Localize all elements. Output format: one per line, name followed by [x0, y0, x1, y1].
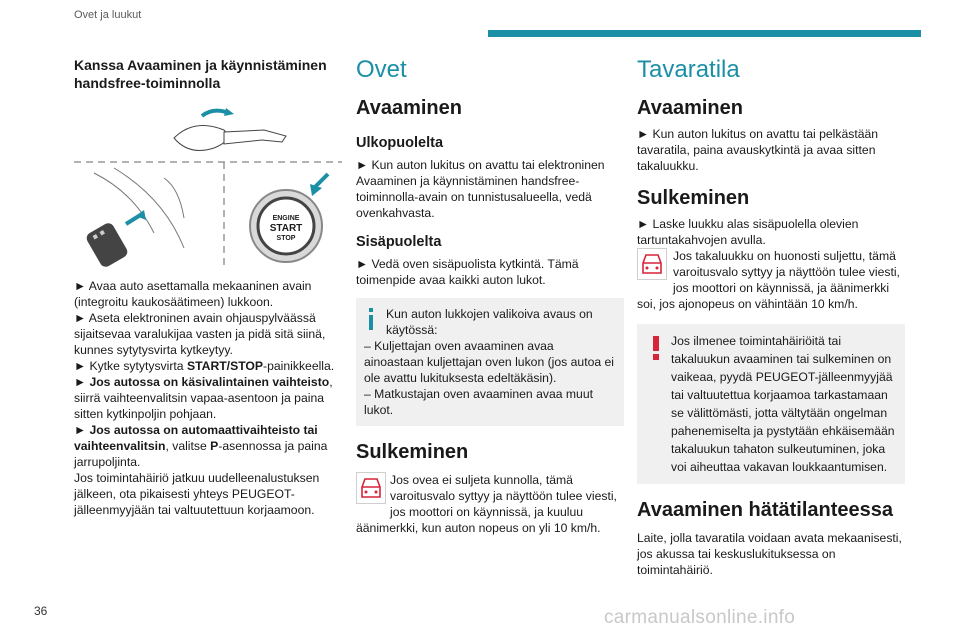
paragraph-ignition	[74, 358, 342, 374]
text-fragment: -painikkeella.	[263, 359, 335, 373]
paragraph-boot-closing-1: ► Laske luukku alas sisäpuolella olevien tartuntakahvojen avulla.	[637, 217, 859, 247]
bold-fragment: START/STOP	[186, 359, 264, 373]
paragraph-inside: ► Vedä oven sisäpuolista kytkintä. Tämä toimenpide avaa kaikki auton lukot.	[356, 257, 579, 287]
paragraph-outside: ► Kun auton lukitus on avattu tai elektroninen Avaaminen ja käynnistäminen handsfree-toiminnolla-avain on tunnistusalueella, vedä ovenkahvasta.	[356, 158, 605, 220]
column-right	[637, 56, 905, 578]
paragraph-mechanical-key: ► Avaa auto asettamalla mekaaninen avain (integroitu kaukosäätimeen) lukkoon.	[74, 279, 312, 309]
paragraph-backup-reader: ► Aseta elektroninen avain ohjauspylväässä sijaitsevaa varalukijaa vasten ja pidä sitä siinä, kunnes sytytysvirta kytkeytyy.	[74, 311, 326, 357]
text-fragment: , siirrä vaihteenvalitsin vapaa-asentoon ja paina sitten kytkinpoljin pohjaan.	[74, 375, 333, 421]
car-door-icon	[357, 473, 385, 503]
heading-boot-opening: Avaaminen	[637, 97, 743, 119]
engine-label: ENGINE	[272, 215, 300, 222]
bold-fragment: ► Jos autossa on automaattivaihteisto tai vaihteenvalitsin	[74, 423, 318, 453]
heading-closing: Sulkeminen	[356, 441, 469, 463]
warning-text: Jos ilmenee toimintahäiriöitä tai takaluukun avaaminen tai sulkeminen on vaikeaa, pyydä PEUGEOT-jälleenmyyjää tai valtuutettua korjaamoa tarkastamaan se välittömästi, jotta vältytään ongelman pahenemiselta ja pystytään ehkäisemään takaluukun tahaton sulkeutuminen, joka voi aiheuttaa vakavan loukkaantumisen.	[671, 334, 895, 474]
illustration-svg	[74, 98, 342, 270]
bold-fragment: ► Jos autossa on käsivalintainen vaihteisto	[74, 375, 330, 389]
paragraph-contact-dealer: Jos toimintahäiriö jatkuu uudelleenalustuksen jälkeen, ota pikaisesti yhteys PEUGEOT-jälleenmyyjään tai valtuutettuun korjaamoon.	[74, 471, 320, 517]
warning-note	[637, 324, 905, 484]
start-label: START	[269, 223, 303, 234]
info-icon	[364, 308, 378, 330]
info-text-2: – Kuljettajan oven avaaminen avaa ainoastaan kuljettajan oven lukon (jos autoa ei ole avattu lukituksesta edeltäkäsin).	[364, 339, 615, 385]
key-start-illustration	[74, 98, 342, 270]
closing-block	[356, 472, 624, 536]
boot-warning-block	[637, 248, 905, 312]
text-fragment: , valitse	[165, 439, 211, 453]
door-open-warning-icon	[356, 472, 386, 504]
section-heading-handsfree: Kanssa Avaaminen ja käynnistäminen handsfree-toiminnolla	[74, 57, 327, 91]
paragraph-boot-opening: ► Kun auton lukitus on avattu tai pelkästään tavaratila, paina avauskytkintä ja avaa sitten takaluukku.	[637, 127, 879, 173]
text-fragment: ► Kytke sytytysvirta	[74, 359, 187, 373]
heading-emergency-opening: Avaaminen hätätilanteessa	[637, 499, 894, 521]
heading-boot-closing: Sulkeminen	[637, 187, 750, 209]
section-title-boot: Tavaratila	[637, 56, 740, 83]
heading-inside: Sisäpuolelta	[356, 234, 442, 250]
exclamation-icon	[649, 336, 663, 360]
stop-label: STOP	[276, 235, 296, 242]
paragraph-closing: Jos ovea ei suljeta kunnolla, tämä varoitusvalo syttyy ja näyttöön tulee viesti, jos moottori on käynnissä, ja kuuluu äänimerkki, kun auton nopeus on yli 10 km/h.	[356, 473, 617, 535]
info-text-3: – Matkustajan oven avaaminen avaa muut lukot.	[364, 387, 593, 417]
heading-outside: Ulkopuolelta	[356, 135, 444, 151]
boot-open-warning-icon	[637, 248, 667, 280]
info-note	[356, 298, 624, 426]
engine-button-label	[264, 214, 308, 243]
running-header: Ovet ja luukut	[74, 9, 142, 21]
car-boot-icon	[638, 249, 666, 279]
header-accent-bar	[488, 30, 921, 37]
heading-opening: Avaaminen	[356, 97, 462, 119]
bold-fragment: P	[210, 439, 219, 453]
section-title-doors: Ovet	[356, 56, 407, 83]
info-text-1: Kun auton lukkojen valikoiva avaus on käytössä:	[386, 307, 593, 337]
text-fragment: -asennossa ja paina jarrupoljinta.	[74, 439, 328, 469]
paragraph-emergency-opening: Laite, jolla tavaratila voidaan avata mekaanisesti, jos akussa tai keskuslukituksessa on toimintahäiriö.	[637, 531, 902, 577]
column-middle	[356, 56, 624, 536]
paragraph-automatic-gearbox	[74, 422, 342, 470]
page-number: 36	[34, 604, 48, 618]
paragraph-manual-gearbox	[74, 374, 342, 422]
column-left	[74, 56, 342, 518]
paragraph-boot-closing-2: Jos takaluukku on huonosti suljettu, tämä varoitusvalo syttyy ja näyttöön tulee viesti, jos moottori on käynnissä, ja äänimerkki soi, jos ajonopeus on vähintään 10 km/h.	[637, 249, 900, 311]
watermark: carmanualsonline.info	[604, 607, 796, 628]
